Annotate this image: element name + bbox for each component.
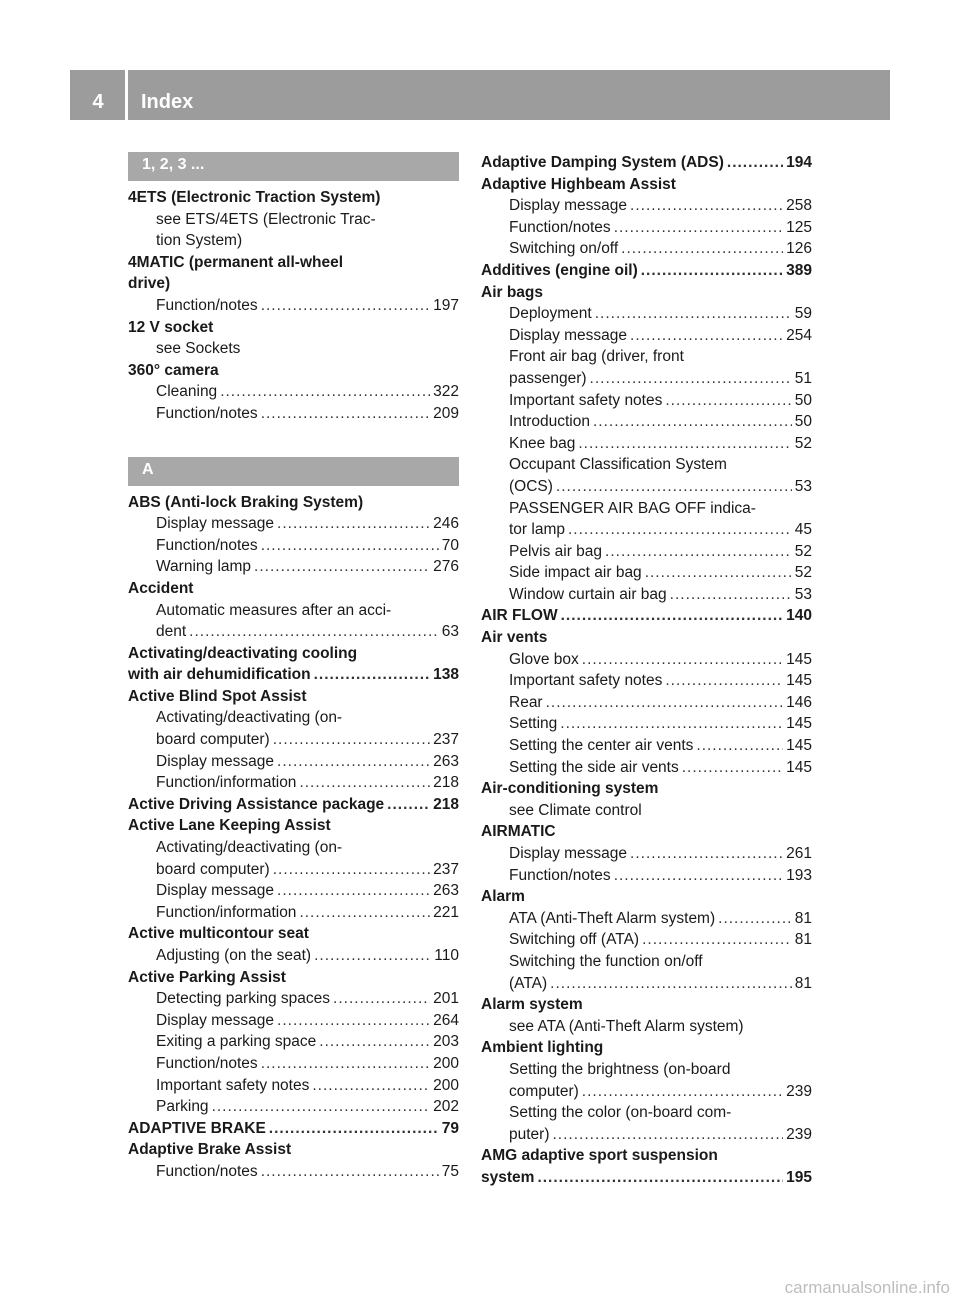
- entry-label: Function/notes: [156, 1162, 258, 1180]
- page-reference: 50: [794, 413, 812, 431]
- page-reference: 53: [794, 477, 812, 495]
- entry-label: Window curtain air bag: [509, 585, 667, 603]
- dot-leader: [645, 562, 792, 584]
- index-subentry: [481, 519, 812, 541]
- index-subentry: see Climate control: [509, 801, 642, 819]
- dot-leader: [727, 152, 783, 174]
- index-subentry: [481, 476, 812, 498]
- page-reference: 193: [786, 866, 812, 884]
- page-reference: 81: [794, 974, 812, 992]
- index-subentry: [128, 945, 459, 967]
- entry-label: Introduction: [509, 413, 590, 431]
- entry-label: Rear: [509, 693, 543, 711]
- page-reference: 237: [433, 860, 459, 878]
- index-subentry: [128, 772, 459, 794]
- dot-leader: [261, 1161, 439, 1183]
- entry-label: Display message: [509, 326, 628, 344]
- page-reference: 145: [786, 672, 812, 690]
- index-subentry: [481, 368, 812, 390]
- page-reference: 138: [433, 666, 459, 684]
- entry-label: Function/information: [156, 774, 297, 792]
- entry-label: Cleaning: [156, 383, 218, 401]
- dot-leader: [189, 621, 439, 643]
- page-reference: 126: [786, 240, 812, 258]
- page-reference: 53: [794, 585, 812, 603]
- page-reference: 218: [433, 774, 459, 792]
- page-reference: 246: [433, 515, 459, 533]
- page-reference: 125: [786, 218, 812, 236]
- dot-leader: [261, 403, 430, 425]
- index-subentry: [481, 238, 812, 260]
- entry-label: Switching off (ATA): [509, 931, 640, 949]
- entry-label: Display message: [156, 882, 275, 900]
- entry-label: Function/notes: [156, 404, 258, 422]
- index-term: 4ETS (Electronic Traction System): [128, 189, 381, 206]
- entry-label: Adjusting (on the seat): [156, 947, 312, 964]
- index-subentry: [128, 859, 459, 881]
- index-subentry: [481, 973, 812, 995]
- index-subentry: [128, 621, 459, 643]
- index-subentry: [128, 556, 459, 578]
- index-subentry: Occupant Classification System: [509, 456, 727, 474]
- entry-label: Function/notes: [509, 866, 611, 884]
- page-reference: 218: [433, 795, 459, 813]
- page-reference: 197: [433, 296, 459, 314]
- page-reference: 59: [794, 305, 812, 323]
- entry-label: Adaptive Damping System (ADS): [481, 154, 724, 171]
- index-subentry: [481, 390, 812, 412]
- index-term: Accident: [128, 579, 194, 597]
- page-reference: 79: [441, 1119, 459, 1137]
- dot-leader: [261, 535, 439, 557]
- page-reference: 50: [794, 391, 812, 409]
- dot-leader: [642, 929, 792, 951]
- page-reference: 239: [786, 1125, 812, 1143]
- index-subentry: [128, 1075, 459, 1097]
- index-subentry: [481, 1081, 812, 1103]
- entry-label: Function/notes: [156, 536, 258, 554]
- header-divider: [125, 70, 128, 120]
- page-reference: 237: [433, 731, 459, 749]
- entry-label: board computer): [156, 860, 270, 878]
- entry-label: computer): [509, 1082, 579, 1100]
- entry-label: (OCS): [509, 477, 553, 495]
- page-reference: 261: [786, 845, 812, 862]
- index-term: [128, 664, 459, 686]
- dot-leader: [621, 238, 783, 260]
- entry-label: Display message: [156, 515, 275, 533]
- index-term: Active Parking Assist: [128, 968, 286, 986]
- dot-leader: [718, 908, 792, 930]
- index-subentry: [481, 562, 812, 584]
- dot-leader: [670, 584, 792, 606]
- index-subentry: [481, 735, 812, 757]
- index-term: ABS (Anti-lock Braking System): [128, 493, 364, 511]
- index-term: [128, 794, 459, 816]
- index-column-left: [128, 152, 459, 1183]
- index-term: 4MATIC (permanent all-wheel: [128, 253, 344, 271]
- index-term: 12 V socket: [128, 318, 214, 336]
- index-subentry: [128, 988, 459, 1010]
- page-number: 4: [92, 91, 104, 113]
- index-subentry: [128, 902, 459, 924]
- page-reference: 75: [441, 1162, 459, 1180]
- dot-leader: [319, 1031, 430, 1053]
- index-term: Active Lane Keeping Assist: [128, 817, 331, 835]
- entry-label: Display message: [509, 845, 628, 862]
- dot-leader: [568, 519, 792, 541]
- page-reference: 145: [786, 650, 812, 668]
- page-reference: 201: [433, 990, 459, 1008]
- entry-label: Detecting parking spaces: [156, 990, 331, 1008]
- entry-label: Warning lamp: [156, 558, 252, 576]
- index-subentry: [128, 880, 459, 902]
- index-subentry: Setting the color (on-board com-: [509, 1104, 732, 1122]
- index-subentry: [481, 757, 812, 779]
- index-term: Air bags: [481, 283, 544, 301]
- entry-label: Exiting a parking space: [156, 1033, 317, 1051]
- watermark: carmanualsonline.info: [784, 1278, 950, 1297]
- entry-label: Glove box: [509, 650, 579, 668]
- index-subentry: [128, 403, 459, 425]
- dot-leader: [561, 605, 784, 627]
- entry-label: Important safety notes: [509, 391, 663, 409]
- dot-leader: [614, 217, 783, 239]
- index-column-right: [481, 152, 812, 1189]
- index-subentry: [481, 713, 812, 735]
- dot-leader: [261, 295, 430, 317]
- page-reference: 51: [794, 369, 812, 387]
- dot-leader: [614, 865, 783, 887]
- index-subentry: [481, 692, 812, 714]
- page-reference: 81: [794, 909, 812, 927]
- page-reference: 389: [786, 261, 812, 279]
- entry-label: tor lamp: [509, 521, 565, 539]
- dot-leader: [387, 794, 430, 816]
- dot-leader: [273, 859, 430, 881]
- entry-label: Setting: [509, 715, 558, 733]
- index-term: Alarm system: [481, 996, 583, 1014]
- entry-label: Side impact air bag: [509, 564, 642, 582]
- entry-label: Important safety notes: [156, 1076, 310, 1094]
- dot-leader: [277, 1010, 430, 1032]
- page-reference: 276: [433, 558, 459, 576]
- page-reference: 194: [786, 154, 812, 171]
- index-subentry: [481, 411, 812, 433]
- dot-leader: [261, 1053, 430, 1075]
- index-subentry: Activating/deactivating (on-: [156, 709, 343, 727]
- page-reference: 239: [786, 1082, 812, 1100]
- dot-leader: [314, 664, 431, 686]
- index-subentry: [128, 1053, 459, 1075]
- index-term: Adaptive Brake Assist: [128, 1141, 292, 1159]
- index-term: Alarm: [481, 888, 525, 906]
- index-subentry: [481, 670, 812, 692]
- page-reference: 145: [786, 758, 812, 776]
- page-reference: 145: [786, 715, 812, 733]
- dot-leader: [212, 1096, 431, 1118]
- entry-label: Setting the side air vents: [509, 758, 679, 776]
- dot-leader: [582, 649, 783, 671]
- index-subentry: [128, 381, 459, 403]
- page-reference: 195: [786, 1168, 812, 1186]
- dot-leader: [582, 1081, 783, 1103]
- page-reference: 52: [794, 564, 812, 582]
- index-subentry: [481, 865, 812, 887]
- dot-leader: [593, 411, 792, 433]
- index-subentry: Activating/deactivating (on-: [156, 839, 343, 857]
- dot-leader: [553, 1124, 784, 1146]
- dot-leader: [220, 381, 430, 403]
- dot-leader: [682, 757, 783, 779]
- index-term: Active Blind Spot Assist: [128, 687, 307, 705]
- index-subentry: [128, 295, 459, 317]
- entry-label: system: [481, 1168, 535, 1186]
- index-subentry: see Sockets: [156, 340, 241, 358]
- entry-label: dent: [156, 623, 187, 641]
- entry-label: board computer): [156, 731, 270, 749]
- entry-label: with air dehumidification: [128, 666, 311, 684]
- page-reference: 52: [794, 542, 812, 560]
- page-reference: 45: [794, 521, 812, 539]
- index-subentry: Automatic measures after an acci-: [156, 601, 392, 619]
- index-subentry: [481, 325, 812, 347]
- index-subentry: [481, 433, 812, 455]
- index-subentry: [128, 751, 459, 773]
- page-reference: 254: [786, 326, 812, 344]
- entry-label: Function/information: [156, 903, 297, 921]
- dot-leader: [550, 973, 792, 995]
- index-subentry: [481, 843, 812, 865]
- index-subentry: [481, 1124, 812, 1146]
- entry-label: AIR FLOW: [481, 607, 558, 625]
- index-subentry: [128, 1031, 459, 1053]
- index-term: [128, 1118, 459, 1140]
- page-reference: 140: [786, 607, 812, 625]
- dot-leader: [254, 556, 430, 578]
- index-subentry: [481, 195, 812, 217]
- index-subentry: [481, 217, 812, 239]
- entry-label: passenger): [509, 369, 587, 387]
- dot-leader: [630, 325, 783, 347]
- page-reference: 209: [433, 404, 459, 422]
- index-subentry: PASSENGER AIR BAG OFF indica-: [509, 499, 756, 517]
- entry-label: Deployment: [509, 305, 592, 323]
- index-subentry: Front air bag (driver, front: [509, 348, 684, 366]
- page-reference: 146: [786, 693, 812, 711]
- page-reference: 203: [433, 1033, 459, 1051]
- index-subentry: [128, 535, 459, 557]
- entry-label: Function/notes: [156, 1054, 258, 1072]
- entry-label: Active Driving Assistance package: [128, 795, 385, 813]
- page-reference: 322: [433, 383, 459, 401]
- entry-label: Parking: [156, 1098, 209, 1116]
- entry-label: Display message: [156, 1011, 275, 1029]
- dot-leader: [696, 735, 783, 757]
- entry-label: ADAPTIVE BRAKE: [128, 1119, 266, 1137]
- index-term: [481, 152, 812, 174]
- page-reference: 200: [433, 1076, 459, 1094]
- dot-leader: [546, 692, 784, 714]
- page-reference: 70: [441, 536, 459, 554]
- index-subentry: see ATA (Anti-Theft Alarm system): [509, 1017, 744, 1035]
- index-subentry: [128, 1096, 459, 1118]
- dot-leader: [277, 880, 430, 902]
- entry-label: Knee bag: [509, 434, 576, 452]
- index-term: 360° camera: [128, 361, 219, 379]
- index-term: Active multicontour seat: [128, 925, 309, 943]
- index-term: Air vents: [481, 629, 548, 647]
- entry-label: Pelvis air bag: [509, 542, 603, 560]
- entry-label: Display message: [509, 197, 628, 215]
- index-term: [481, 260, 812, 282]
- index-term: Ambient lighting: [481, 1039, 604, 1057]
- dot-leader: [312, 1075, 430, 1097]
- page-reference: 263: [433, 882, 459, 900]
- page-reference: 221: [433, 903, 459, 921]
- dot-leader: [578, 433, 791, 455]
- entry-label: Additives (engine oil): [481, 261, 638, 279]
- index-subentry: [481, 908, 812, 930]
- index-term: AIRMATIC: [481, 823, 556, 841]
- index-term: Adaptive Highbeam Assist: [481, 175, 676, 193]
- dot-leader: [605, 541, 792, 563]
- dot-leader: [273, 729, 430, 751]
- page-reference: 110: [434, 947, 459, 964]
- entry-label: (ATA): [509, 974, 548, 992]
- index-term: [481, 605, 812, 627]
- dot-leader: [630, 195, 783, 217]
- dot-leader: [277, 751, 430, 773]
- index-term: [481, 1167, 812, 1189]
- index-subentry: [481, 303, 812, 325]
- index-subentry: [128, 1010, 459, 1032]
- index-subentry: Setting the brightness (on-board: [509, 1060, 731, 1078]
- entry-label: Function/notes: [156, 296, 258, 314]
- dot-leader: [556, 476, 792, 498]
- entry-label: Setting the center air vents: [509, 737, 694, 755]
- entry-label: Important safety notes: [509, 672, 663, 690]
- entry-label: Display message: [156, 752, 275, 770]
- page-reference: 263: [433, 752, 459, 770]
- page-reference: 145: [786, 737, 812, 755]
- entry-label: Function/notes: [509, 218, 611, 236]
- index-term: Activating/deactivating cooling: [128, 644, 358, 662]
- dot-leader: [560, 713, 783, 735]
- entry-label: puter): [509, 1125, 550, 1143]
- index-subentry: [128, 513, 459, 535]
- index-term: drive): [128, 275, 171, 293]
- index-term: AMG adaptive sport suspension: [481, 1147, 718, 1165]
- section-heading: A: [128, 457, 459, 486]
- section-heading: 1, 2, 3 ...: [128, 152, 459, 181]
- dot-leader: [641, 260, 783, 282]
- page-reference: 200: [433, 1054, 459, 1072]
- page-reference: 63: [441, 623, 459, 641]
- dot-leader: [299, 772, 430, 794]
- dot-leader: [269, 1118, 439, 1140]
- index-subentry: [128, 1161, 459, 1183]
- dot-leader: [277, 513, 430, 535]
- index-subentry: [481, 649, 812, 671]
- index-subentry: [128, 729, 459, 751]
- dot-leader: [665, 670, 783, 692]
- page-reference: 81: [794, 931, 812, 949]
- dot-leader: [314, 945, 431, 967]
- index-subentry: [481, 541, 812, 563]
- page-title: Index: [141, 91, 194, 113]
- dot-leader: [333, 988, 430, 1010]
- index-subentry: tion System): [156, 232, 243, 250]
- page-reference: 264: [433, 1011, 459, 1029]
- index-subentry: [481, 929, 812, 951]
- index-subentry: [481, 584, 812, 606]
- entry-label: ATA (Anti-Theft Alarm system): [509, 909, 716, 927]
- dot-leader: [299, 902, 430, 924]
- index-term: Air-conditioning system: [481, 780, 659, 798]
- entry-label: Switching on/off: [509, 240, 619, 258]
- dot-leader: [665, 390, 791, 412]
- dot-leader: [590, 368, 792, 390]
- dot-leader: [630, 843, 783, 865]
- page-reference: 258: [786, 197, 812, 215]
- index-subentry: Switching the function on/off: [509, 952, 703, 970]
- dot-leader: [595, 303, 792, 325]
- index-subentry: see ETS/4ETS (Electronic Trac-: [156, 210, 376, 228]
- page-reference: 52: [794, 434, 812, 452]
- page-reference: 202: [433, 1098, 459, 1116]
- dot-leader: [537, 1167, 783, 1189]
